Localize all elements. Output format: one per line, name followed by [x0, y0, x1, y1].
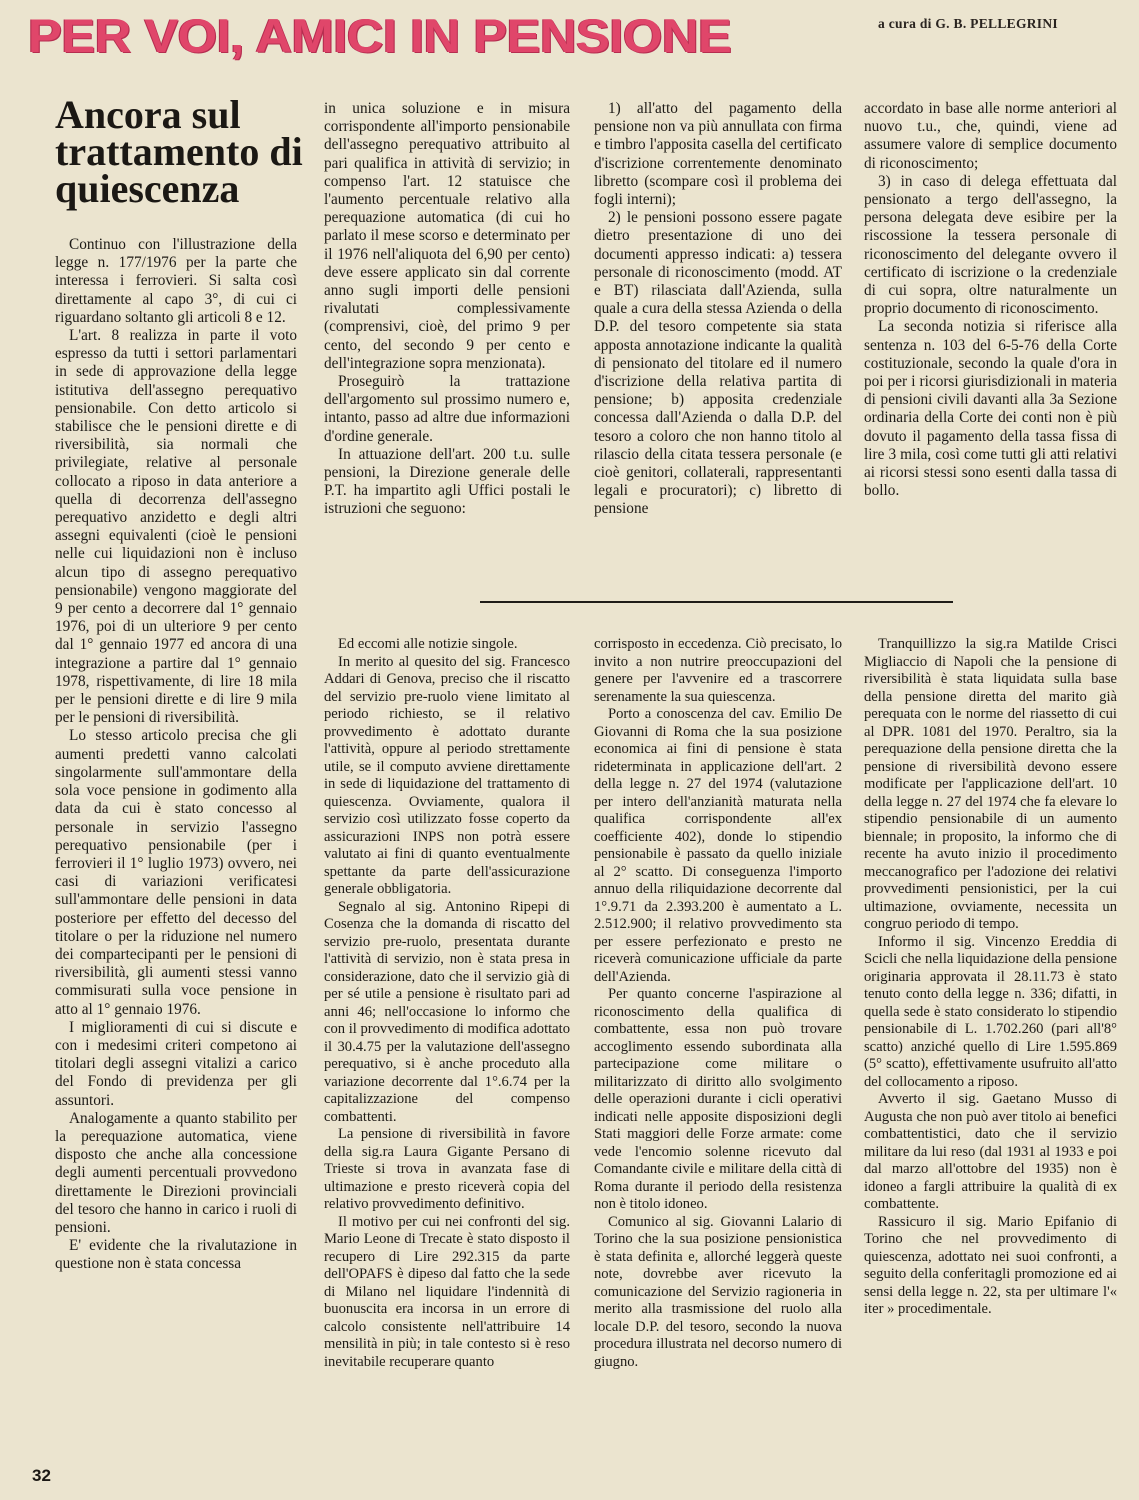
notices-column-2 [324, 636, 570, 1371]
paragraph: Per quanto concerne l'aspirazione al riconoscimento della qualifica di combattente, essa non può trovare accoglimento essendo subordinata alla partecipazione come militare o militarizzato di diritto allo svolgimento delle operazioni durante i cicli operativi indicati nelle apposite disposizioni degli Stati maggiori delle Forze armate: come vede l'encomio solenne ricevuto dal Comandante civile e militare della città di Roma durante il periodo della resistenza non è titolo idoneo. [594, 986, 842, 1212]
paragraph: In merito al quesito del sig. Francesco Addari di Genova, preciso che il riscatto del servizio pre-ruolo viene limitato al periodo richiesto, se il relativo provvedimento è adottato durante l'attività, oppure al periodo strettamente utile, se il computo avviene direttamente in sede di liquidazione del trattamento di quiescenza. Ovviamente, qualora il servizio così utilizzato fosse coperto da assicurazioni INPS non potrà essere valutato ai fini di quanto eventualmente spettante da parte dell'assicurazione generale obbligatoria. [324, 653, 570, 897]
notices-column-3 [594, 636, 842, 1371]
paragraph: Comunico al sig. Giovanni Lalario di Torino che la sua posizione pensionistica è stata definita e, allorché leggerà queste note, dovrebbe aver ricevuto la comunicazione del Servizio ragioneria in merito alla trasmissione del ruolo alla locale D.P. del tesoro, secondo la nuova procedura illustrata nel decorso numero di giugno. [594, 1213, 842, 1370]
article-column-1 [55, 236, 297, 1274]
paragraph: Ed eccomi alle notizie singole. [338, 636, 518, 652]
paragraph: in unica soluzione e in misura corrispondente all'importo pensionabile dell'assegno perequativo attribuito al pari qualifica in attività di servizio; in compenso l'art. 12 statuisce che l'aumento percentuale relativo alla perequazione automatica (di cui ho parlato il mese scorso e determinato per il 1976 nell'aliquota del 6,90 per cento) deve essere applicato sin dal corrente anno sugli importi delle pensioni rivalutati complessivamente (comprensivi, cioè, del primo 9 per cento, del secondo 9 per cento e dell'integrazione sopra menzionata). [324, 100, 570, 372]
paragraph: Analogamente a quanto stabilito per la perequazione automatica, viene disposto che anche alla concessione degli aumenti percentuali provvedono direttamente le Direzioni provinciali del tesoro che hanno in carico i ruoli di pensioni. [55, 1109, 297, 1236]
section-divider [480, 601, 953, 603]
paragraph: L'art. 8 realizza in parte il voto espresso da tutti i settori parlamentari in sede di approvazione della legge istitutiva dell'assegno perequativo pensionabile. Con detto articolo si stabilisce che le pensioni dirette e di riversibilità, sia normali che privilegiate, relative al personale collocato a riposo in data anteriore a quella di decorrenza dell'assegno perequativo anzidetto e degli altri assegni equivalenti (cioè le pensioni nelle cui liquidazioni non è incluso alcun tipo di assegno perequativo pensionabile) vengono maggiorate del 9 per cento a decorrere dal 1° gennaio 1976, poi di un ulteriore 9 per cento dal 1° gennaio 1977 ed ancora di una integrazione a partire dal 1° gennaio 1978, rispettivamente, di lire 18 mila per le pensioni dirette e di lire 9 mila per le pensioni di riversibilità. [55, 327, 297, 727]
article-column-4 [864, 100, 1117, 500]
paragraph: accordato in base alle norme anteriori al nuovo t.u., che, quindi, viene ad assumere valore di semplice documento di riconoscimento; [864, 100, 1117, 172]
paragraph: La pensione di riversibilità in favore della sig.ra Laura Gigante Persano di Trieste si trova in avanzata fase di ultimazione e presto riceverà copia del relativo provvedimento definitivo. [324, 1126, 570, 1212]
paragraph: Porto a conoscenza del cav. Emilio De Giovanni di Roma che la sua posizione economica ai fini di pensione è stata rideterminata in applicazione dell'art. 2 della legge n. 27 del 1974 (valutazione per intero dell'anzianità maturata nella qualifica corrispondente all'ex coefficiente 402), donde lo stipendio pensionabile è passato da quello iniziale al 2° scatto. Di conseguenza l'importo annuo della riliquidazione decorrente dal 1°.9.71 da 2.393.200 è aumentato a L. 2.512.900; il relativo provvedimento sta per essere perfezionato e presto ne riceverà comunicazione ufficiale da parte dell'Azienda. [594, 706, 842, 985]
paragraph: 3) in caso di delega effettuata dal pensionato a tergo dell'assegno, la persona delegata deve esibire per la riscossione la tessera personale di riconoscimento del delegante ovvero il certificato di iscrizione o la credenziale di cui sopra, oltre naturalmente un proprio documento di riconoscimento. [864, 172, 1117, 318]
paragraph: Informo il sig. Vincenzo Ereddia di Scicli che nella liquidazione della pensione originaria approvata il 28.11.73 è stato tenuto conto della legge n. 336; difatti, in quella sede è stato considerato lo stipendio pensionabile di L. 1.702.260 (pari all'8° scatto) anziché quello di Lire 1.595.869 (5° scatto), effettivamente usufruito all'atto del collocamento a riposo. [864, 933, 1117, 1090]
paragraph: Segnalo al sig. Antonino Ripepi di Cosenza che la domanda di riscatto del servizio pre-ruolo, presentata durante l'attività di servizio, non è stata presa in considerazione, dato che il servizio già di per sé utile a pensione è risultato pari ad anni 46; nell'occasione lo informo che con il provvedimento di modifica adottato il 30.4.75 per la valutazione dell'assegno perequativo, si è anche proceduto alla variazione decorrente dal 1°.6.74 per la capitalizzazione del compenso combattenti. [324, 898, 571, 1125]
paragraph: Avverto il sig. Gaetano Musso di Augusta che non può aver titolo ai benefici combattentistici, dato che il servizio militare da lui reso (dal 1931 al 1933 e poi dal marzo all'ottobre del 1935) non è idoneo a fargli attribuire la qualità di ex combattente. [864, 1091, 1117, 1212]
paragraph: 1) all'atto del pagamento della pensione non va più annullata con firma e timbro l'apposita casella del certificato d'iscrizione correntemente denominato libretto (scompare così il problema dei fogli interni); [594, 100, 842, 209]
byline: a cura di G. B. PELLEGRINI [878, 16, 1058, 31]
paragraph: E' evidente che la rivalutazione in questione non è stata concessa [55, 1237, 297, 1273]
paragraph: Rassicuro il sig. Mario Epifanio di Torino che nel provvedimento di quiescenza, adottato nei suoi confronti, a seguito della conferitagli promozione ed ai sensi della legge n. 22, sta per ultimare l'« iter » procedimentale. [864, 1213, 1117, 1317]
article-column-2 [324, 100, 570, 519]
paragraph: 2) le pensioni possono essere pagate dietro presentazione di uno dei documenti appresso indicati: a) tessera personale di riconoscimento (modd. AT e BT) rilasciata dall'Azienda, sulla quale a cura della stessa Azienda o della D.P. del tesoro competente sia stata apposta annotazione indicante la qualità di pensionato del titolare ed il numero d'iscrizione della relativa partita di pensione; b) apposita credenziale concessa dall'Azienda o dalla D.P. del tesoro a coloro che non hanno titolo al rilascio della citata tessera personale (e cioè genitori, collaterali, rappresentanti legali e procuratori); c) libretto di pensione [594, 209, 842, 518]
paragraph: I miglioramenti di cui si discute e con i medesimi criteri competono ai titolari degli assegni vitalizi a carico del Fondo di previdenza per gli assuntori. [55, 1018, 297, 1109]
paragraph: Proseguirò la trattazione dell'argomento sul prossimo numero e, intanto, passo ad altre due informazioni d'ordine generale. [324, 373, 570, 445]
page-number: 32 [32, 1466, 51, 1485]
notices-column-4 [864, 636, 1117, 1319]
paragraph: Lo stesso articolo precisa che gli aumenti predetti vanno calcolati singolarmente sull'ammontare della sola voce pensione in godimento alla data da cui è stato concesso al personale in servizio l'assegno perequativo pensionabile (per i ferrovieri il 1° luglio 1973) ovvero, nei casi di variazioni verificatesi sull'ammontare delle pensioni in data posteriore per effetto del decesso del titolare o per la riduzione nel numero dei compartecipanti per le pensioni di riversibilità, gli aumenti stessi vanno commisurati sulla voce pensione in atto al 1° gennaio 1976. [55, 727, 297, 1018]
paragraph: corrisposto in eccedenza. Ciò precisato, lo invito a non nutrire preoccupazioni del genere per l'avvenire ed a trascorrere serenamente la sua quiescenza. [594, 636, 842, 705]
article-column-3 [594, 100, 842, 519]
paragraph: La seconda notizia si riferisce alla sentenza n. 103 del 6-5-76 della Corte costituzionale, secondo la quale d'ora in poi per i ricorsi giurisdizionali in materia di pensioni civili davanti alla 3a Sezione ordinaria della Corte dei conti non è più dovuto il pagamento della tassa fissa di lire 3 mila, così come tutti gli atti relativi ai ricorsi stessi sono esenti dalla tassa di bollo. [864, 318, 1117, 500]
paragraph: In attuazione dell'art. 200 t.u. sulle pensioni, la Direzione generale delle P.T. ha impartito agli Uffici postali le istruzioni che seguono: [324, 445, 570, 518]
paragraph: Tranquillizzo la sig.ra Matilde Crisci Migliaccio di Napoli che la pensione di riversibilità è stata liquidata sulla base della pensione diretta del marito già perequata con le norme del riassetto di cui al DPR. 1081 del 1970. Peraltro, sia la perequazione della pensione diretta che la pensione di riversibilità devono essere modificate per l'applicazione dell'art. 10 della legge n. 27 del 1974 che fa elevare lo stipendio pensionabile di un aumento biennale; in proposito, la informo che di recente ha avuto inizio il procedimento meccanografico per l'adozione dei relativi provvedimenti pensionistici, per la cui ultimazione, ovviamente, necessita un congruo periodo di tempo. [864, 636, 1117, 932]
paragraph: Il motivo per cui nei confronti del sig. Mario Leone di Trecate è stato disposto il recupero di Lire 292.315 da parte dell'OPAFS è dipeso dal fatto che la sede di Milano nel liquidare l'indennità di buonuscita era incorsa in un errore di calcolo consistente nell'attribuire 14 mensilità in più; in tale contesto si è reso inevitabile recuperare quanto [324, 1213, 570, 1370]
paragraph: Continuo con l'illustrazione della legge n. 177/1976 per la parte che interessa i ferrovieri. Si salta così direttamente al capo 3°, di cui ci riguardano soltanto gli articoli 8 e 12. [55, 236, 297, 326]
section-title: PER VOI, AMICI IN PENSIONE [28, 9, 732, 62]
article-headline: Ancora sul trattamento di quiescenza [55, 92, 303, 211]
